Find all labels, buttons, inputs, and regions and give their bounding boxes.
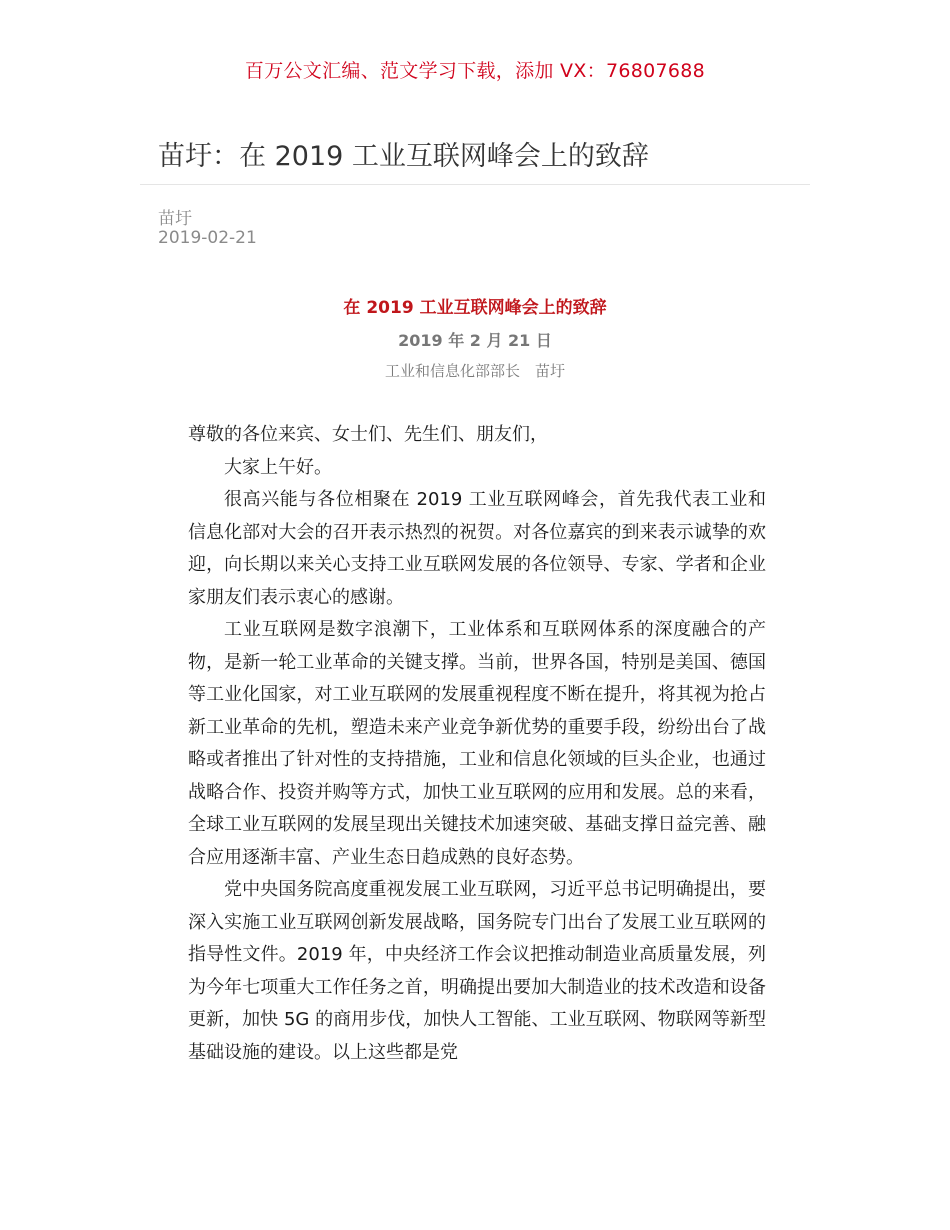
paragraph: 工业互联网是数字浪潮下，工业体系和互联网体系的深度融合的产物，是新一轮工业革命的关键支撑。当前，世界各国，特别是美国、德国等工业化国家，对工业互联网的发展重视程度不断在提升，将其视为抢占新工业革命的先机，塑造未来产业竞争新优势的重要手段，纷纷出台了战略或者推出了针对性的支持措施，工业和信息化领域的巨头企业，也通过战略合作、投资并购等方式，加快工业互联网的应用和发展。总的来看，全球工业互联网的发展呈现出关键技术加速突破、基础支撑日益完善、融合应用逐渐丰富、产业生态日趋成熟的良好态势。 <box>188 619 766 868</box>
document-title: 在 2019 工业互联网峰会上的致辞 <box>343 298 607 318</box>
article-author: 苗圩 <box>158 209 192 229</box>
speech-body <box>188 419 766 1069</box>
title-divider <box>140 184 810 185</box>
document-signer: 工业和信息化部部长 苗圩 <box>384 362 565 380</box>
page-title: 苗圩：在 2019 工业互联网峰会上的致辞 <box>158 141 649 172</box>
paragraph: 很高兴能与各位相聚在 2019 工业互联网峰会，首先我代表工业和信息化部对大会的召开表示热烈的祝贺。对各位嘉宾的到来表示诚挚的欢迎，向长期以来关心支持工业互联网发展的各位领导、专家、学者和企业家朋友们表示衷心的感谢。 <box>188 489 766 608</box>
article-date: 2019-02-21 <box>158 228 257 248</box>
promo-banner: 百万公文汇编、范文学习下载，添加 VX：76807688 <box>244 60 706 82</box>
paragraph: 党中央国务院高度重视发展工业互联网，习近平总书记明确提出，要深入实施工业互联网创新发展战略，国务院专门出台了发展工业互联网的指导性文件。2019 年，中央经济工作会议把推动制造业高质量发展，列为今年七项重大工作任务之首，明确提出要加大制造业的技术改造和设备更新，加快 5G 的商用步伐，加快人工智能、工业互联网、物联网等新型基础设施的建设。以上这些都是党 <box>188 879 766 1063</box>
document-date: 2019 年 2 月 21 日 <box>398 331 552 350</box>
salutation: 尊敬的各位来宾、女士们、先生们、朋友们， <box>188 424 548 445</box>
paragraph: 大家上午好。 <box>224 456 332 478</box>
